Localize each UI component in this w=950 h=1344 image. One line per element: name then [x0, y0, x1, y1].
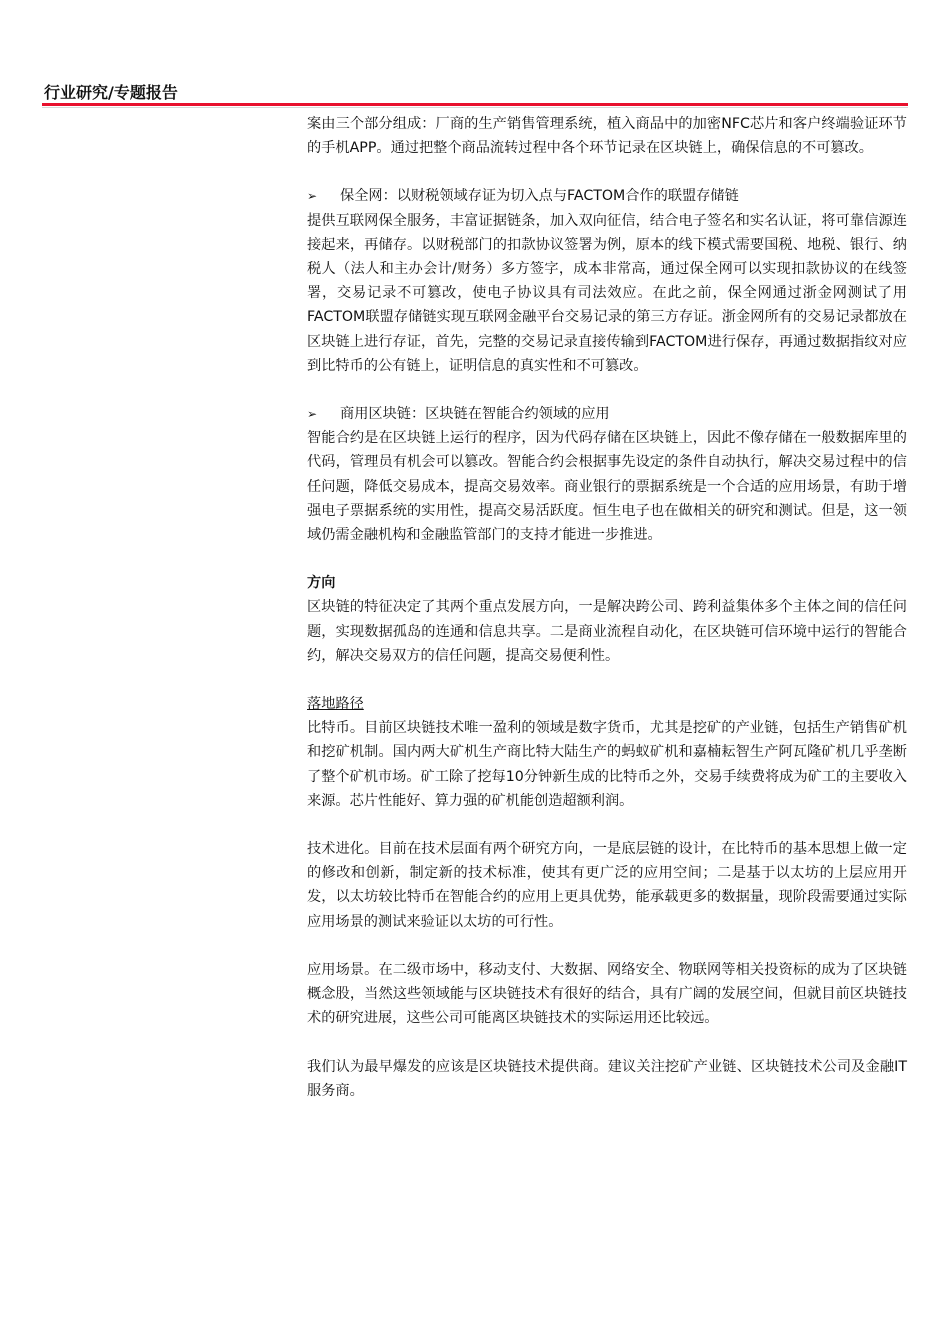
paragraph-bitcoin: 比特币。目前区块链技术唯一盈利的领域是数字货币，尤其是挖矿的产业链，包括生产销售矿机和挖矿机制。国内两大矿机生产商比特大陆生产的蚂蚁矿机和嘉楠耘智生产阿瓦隆矿机几乎垄断了整个矿机市场。矿工除了挖每10分钟新生成的比特币之外，交易手续费将成为矿工的主要收入来源。芯片性能好、算力强的矿机能创造超额利润。 [307, 720, 907, 809]
direction-paragraph: 区块链的特征决定了其两个重点发展方向，一是解决跨公司、跨利益集体多个主体之间的信任问题，实现数据孤岛的连通和信息共享。二是商业流程自动化，在区块链可信环境中运行的智能合约，解决交易双方的信任问题，提高交易便利性。 [307, 599, 907, 664]
intro-paragraph: 案由三个部分组成：厂商的生产销售管理系统，植入商品中的加密NFC芯片和客户终端验证环节的手机APP。通过把整个商品流转过程中各个环节记录在区块链上，确保信息的不可篡改。 [307, 116, 907, 157]
report-category-title: 行业研究/专题报告 [44, 83, 178, 102]
header-shadow-rule [42, 107, 908, 108]
arrow-bullet-icon: ➢ [307, 407, 318, 422]
bullet-heading-baoquan [307, 184, 907, 208]
subheading-landing-path: 落地路径 [307, 696, 364, 713]
section-heading-direction: 方向 [307, 575, 336, 592]
bullet-paragraph: 提供互联网保全服务，丰富证据链条，加入双向征信，结合电子签名和实名认证，将可靠信源连接起来，再储存。以财税部门的扣款协议签署为例，原本的线下模式需要国税、地税、银行、纳税人（法人和主办会计/财务）多方签字，成本非常高，通过保全网可以实现扣款协议的在线签署，交易记录不可篡改，使电子协议具有司法效应。在此之前，保全网通过浙金网测试了用FACTOM联盟存储链实现互联网金融平台交易记录的第三方存证。浙金网所有的交易记录都放在区块链上进行存证，首先，完整的交易记录直接传输到FACTOM进行保存，再通过数据指纹对应到比特币的公有链上，证明信息的真实性和不可篡改。 [307, 212, 907, 374]
arrow-bullet-icon: ➢ [307, 189, 318, 204]
bullet-paragraph: 智能合约是在区块链上运行的程序，因为代码存储在区块链上，因此不像存储在一般数据库里的代码，管理员有机会可以篡改。智能合约会根据事先设定的条件自动执行，解决交易过程中的信任问题，降低交易成本，提高交易效率。商业银行的票据系统是一个合适的应用场景，有助于增强电子票据系统的实用性，提高交易活跃度。恒生电子也在做相关的研究和测试。但是，这一领域仍需金融机构和金融监管部门的支持才能进一步推进。 [307, 430, 907, 544]
report-body [307, 112, 907, 1103]
paragraph-application-scenarios: 应用场景。在二级市场中，移动支付、大数据、网络安全、物联网等相关投资标的成为了区块链概念股，当然这些领域能与区块链技术有很好的结合，具有广阔的发展空间，但就目前区块链技术的研究进展，这些公司可能离区块链技术的实际运用还比较远。 [307, 961, 907, 1027]
bullet-heading-commercial-blockchain [307, 402, 907, 426]
paragraph-conclusion: 我们认为最早爆发的应该是区块链技术提供商。建议关注挖矿产业链、区块链技术公司及金融IT服务商。 [307, 1058, 907, 1099]
bullet-title: 商用区块链：区块链在智能合约领域的应用 [340, 406, 610, 423]
bullet-title: 保全网：以财税领域存证为切入点与FACTOM合作的联盟存储链 [340, 188, 739, 205]
header-accent-rule [42, 103, 908, 106]
paragraph-tech-evolution: 技术进化。目前在技术层面有两个研究方向，一是底层链的设计，在比特币的基本思想上做一定的修改和创新，制定新的技术标准，使其有更广泛的应用空间；二是基于以太坊的上层应用开发，以太坊较比特币在智能合约的应用上更具优势，能承载更多的数据量，现阶段需要通过实际应用场景的测试来验证以太坊的可行性。 [307, 841, 907, 930]
